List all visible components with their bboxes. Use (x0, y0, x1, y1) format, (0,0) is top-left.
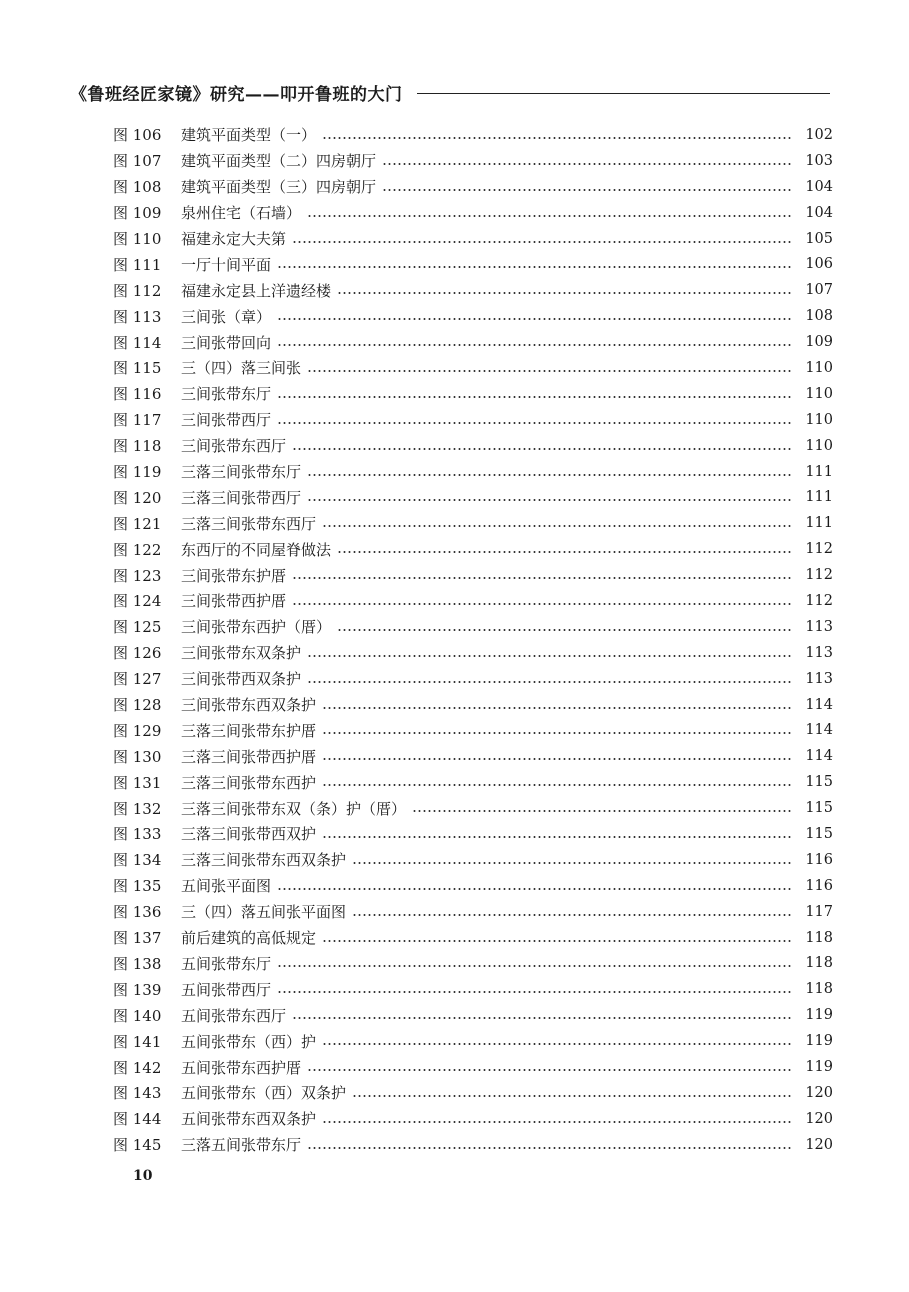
dot-leader (277, 888, 793, 890)
dot-leader (292, 577, 793, 579)
figure-page: 117 (805, 903, 833, 920)
figure-page: 111 (805, 515, 833, 532)
figure-number: 图 121 (113, 514, 162, 533)
toc-entry (113, 666, 833, 692)
dot-leader (322, 940, 793, 942)
figure-number: 图 137 (113, 929, 162, 948)
figure-number: 图 112 (113, 281, 162, 300)
dot-leader (307, 655, 793, 657)
dot-leader (337, 292, 793, 294)
figure-number: 图 123 (113, 566, 162, 585)
toc-entry (113, 692, 833, 718)
figure-page: 111 (805, 489, 833, 506)
figure-page: 104 (805, 204, 833, 221)
toc-entry (113, 148, 833, 174)
dot-leader (307, 474, 793, 476)
figure-page: 114 (805, 748, 833, 765)
figure-number: 图 122 (113, 540, 162, 559)
figure-title: 三（四）落三间张 (181, 359, 302, 378)
figure-page: 104 (805, 178, 833, 195)
dot-leader (322, 137, 793, 139)
toc-entry (113, 1054, 833, 1080)
dot-leader (292, 241, 793, 243)
figure-number: 图 135 (113, 877, 162, 896)
figure-number: 图 139 (113, 980, 162, 999)
figure-number: 图 128 (113, 696, 162, 715)
figure-title: 三落三间张带东厅 (181, 463, 302, 482)
toc-entry (113, 1080, 833, 1106)
figure-number: 图 106 (113, 126, 162, 145)
dot-leader (412, 810, 793, 812)
dot-leader (322, 525, 793, 527)
toc-entry (113, 1002, 833, 1028)
figure-title: 五间张带东（西）双条护 (181, 1084, 347, 1103)
dot-leader (322, 758, 793, 760)
figure-title: 三落三间张带东双（条）护（厝） (181, 799, 407, 818)
dot-leader (277, 344, 793, 346)
toc-entry (113, 329, 833, 355)
figure-title: 三间张带西双条护 (181, 670, 302, 689)
figure-number: 图 144 (113, 1110, 162, 1129)
figure-title: 前后建筑的高低规定 (181, 929, 317, 948)
figure-number: 图 117 (113, 411, 162, 430)
figure-title: 五间张带西厅 (181, 980, 272, 999)
figure-title: 建筑平面类型（三）四房朝厅 (181, 178, 377, 197)
figure-title: 三间张（章） (181, 307, 272, 326)
dot-leader (322, 1043, 793, 1045)
figure-number: 图 145 (113, 1136, 162, 1155)
figure-number: 图 142 (113, 1058, 162, 1077)
toc-entry (113, 459, 833, 485)
figure-title: 五间张带东（西）护 (181, 1032, 317, 1051)
toc-entry (113, 821, 833, 847)
toc-entry (113, 1028, 833, 1054)
dot-leader (322, 836, 793, 838)
figure-title: 建筑平面类型（一） (181, 126, 317, 145)
toc-entry (113, 277, 833, 303)
figure-title: 三落三间张带西护厝 (181, 747, 317, 766)
figure-page: 111 (805, 463, 833, 480)
figure-title: 五间张带东西双条护 (181, 1110, 317, 1129)
figure-title: 三间张带东厅 (181, 385, 272, 404)
dot-leader (337, 629, 793, 631)
figure-number: 图 118 (113, 437, 162, 456)
toc-entry (113, 562, 833, 588)
figure-number: 图 125 (113, 618, 162, 637)
figure-number: 图 109 (113, 204, 162, 223)
toc-entry (113, 355, 833, 381)
figure-title: 建筑平面类型（二）四房朝厅 (181, 152, 377, 171)
toc-entry (113, 226, 833, 252)
figure-page: 115 (805, 825, 833, 842)
figure-page: 102 (805, 126, 833, 143)
toc-entry (113, 510, 833, 536)
toc-entry (113, 873, 833, 899)
figure-page: 120 (805, 1110, 833, 1127)
figure-title: 福建永定县上洋遗经楼 (181, 281, 332, 300)
figure-title: 三落三间张带西厅 (181, 488, 302, 507)
dot-leader (307, 215, 793, 217)
toc-entry (113, 381, 833, 407)
figure-page: 103 (805, 152, 833, 169)
toc-entry (113, 795, 833, 821)
figure-number: 图 120 (113, 488, 162, 507)
figure-page: 116 (805, 851, 833, 868)
toc-entry (113, 536, 833, 562)
toc-entry (113, 951, 833, 977)
figure-title: 三（四）落五间张平面图 (181, 903, 347, 922)
dot-leader (382, 163, 793, 165)
dot-leader (322, 732, 793, 734)
figure-title: 三间张带东西厅 (181, 437, 287, 456)
toc-entry (113, 1132, 833, 1158)
figure-title: 三间张带东护厝 (181, 566, 287, 585)
figure-title: 泉州住宅（石墙） (181, 204, 302, 223)
dot-leader (307, 681, 793, 683)
figure-number: 图 119 (113, 463, 162, 482)
figure-number: 图 133 (113, 825, 162, 844)
figure-page: 114 (805, 696, 833, 713)
figure-page: 110 (805, 385, 833, 402)
dot-leader (307, 1069, 793, 1071)
dot-leader (307, 1147, 793, 1149)
figure-number: 图 141 (113, 1032, 162, 1051)
figure-page: 105 (805, 230, 833, 247)
figure-number: 图 110 (113, 230, 162, 248)
toc-entry (113, 303, 833, 329)
figure-title: 一厅十间平面 (181, 255, 272, 274)
figure-title: 福建永定大夫第 (181, 230, 287, 248)
figure-title: 东西厅的不同屋脊做法 (181, 540, 332, 559)
toc-entry (113, 200, 833, 226)
toc-entry (113, 407, 833, 433)
figure-title: 三落三间张带东西双条护 (181, 851, 347, 870)
running-header (70, 79, 830, 105)
figure-number: 图 143 (113, 1084, 162, 1103)
figure-number: 图 136 (113, 903, 162, 922)
figure-page: 112 (805, 541, 833, 558)
dot-leader (337, 551, 793, 553)
toc-entry (113, 1106, 833, 1132)
figure-title: 三落五间张带东厅 (181, 1136, 302, 1155)
toc-entry (113, 174, 833, 200)
dot-leader (322, 707, 793, 709)
figure-number: 图 132 (113, 799, 162, 818)
toc-entry (113, 433, 833, 459)
page-number: 10 (133, 1168, 153, 1184)
figure-page: 110 (805, 437, 833, 454)
figure-page: 113 (805, 644, 833, 661)
figure-list (113, 122, 833, 1158)
figure-number: 图 126 (113, 644, 162, 663)
toc-entry (113, 640, 833, 666)
figure-page: 115 (805, 800, 833, 817)
figure-page: 112 (805, 592, 833, 609)
figure-title: 三落三间张带东西厅 (181, 514, 317, 533)
figure-page: 116 (805, 877, 833, 894)
figure-number: 图 134 (113, 851, 162, 870)
toc-entry (113, 743, 833, 769)
figure-page: 106 (805, 256, 833, 273)
dot-leader (292, 603, 793, 605)
toc-entry (113, 588, 833, 614)
figure-page: 119 (805, 1059, 833, 1075)
dot-leader (352, 914, 793, 916)
dot-leader (277, 965, 793, 967)
toc-entry (113, 484, 833, 510)
figure-page: 120 (805, 1136, 833, 1153)
figure-title: 三间张带西厅 (181, 411, 272, 430)
figure-page: 110 (805, 359, 833, 376)
figure-number: 图 116 (113, 385, 162, 404)
toc-entry (113, 614, 833, 640)
dot-leader (292, 448, 793, 450)
figure-page: 115 (805, 774, 833, 791)
figure-number: 图 138 (113, 954, 162, 973)
dot-leader (307, 499, 793, 501)
figure-title: 三间张带东西双条护 (181, 696, 317, 715)
header-title: 《鲁班经匠家镜》研究——叩开鲁班的大门 (70, 84, 403, 105)
figure-title: 五间张带东西护厝 (181, 1058, 302, 1077)
figure-page: 119 (805, 1007, 833, 1024)
dot-leader (277, 396, 793, 398)
figure-title: 三间张带西护厝 (181, 592, 287, 611)
toc-entry (113, 122, 833, 148)
figure-number: 图 140 (113, 1006, 162, 1025)
figure-title: 三间张带东双条护 (181, 644, 302, 663)
figure-title: 三落三间张带西双护 (181, 825, 317, 844)
figure-number: 图 124 (113, 592, 162, 611)
figure-page: 114 (805, 722, 833, 739)
figure-title: 三间张带回向 (181, 333, 272, 352)
figure-page: 113 (805, 670, 833, 687)
dot-leader (322, 784, 793, 786)
figure-title: 五间张带东厅 (181, 954, 272, 973)
header-rule (417, 93, 831, 94)
figure-number: 图 131 (113, 773, 162, 792)
toc-entry (113, 717, 833, 743)
dot-leader (277, 266, 793, 268)
figure-number: 图 113 (113, 307, 162, 326)
figure-page: 109 (805, 334, 833, 351)
toc-entry (113, 925, 833, 951)
figure-number: 图 107 (113, 152, 162, 171)
toc-entry (113, 899, 833, 925)
figure-number: 图 108 (113, 178, 162, 197)
figure-page: 119 (805, 1033, 833, 1050)
figure-title: 三落三间张带东护厝 (181, 721, 317, 740)
figure-number: 图 127 (113, 670, 162, 689)
figure-number: 图 114 (113, 333, 162, 352)
toc-entry (113, 976, 833, 1002)
figure-title: 三落三间张带东西护 (181, 773, 317, 792)
figure-page: 113 (805, 618, 833, 635)
figure-page: 112 (805, 567, 833, 584)
figure-title: 五间张带东西厅 (181, 1006, 287, 1025)
dot-leader (277, 422, 793, 424)
figure-number: 图 115 (113, 359, 162, 378)
dot-leader (382, 189, 793, 191)
dot-leader (292, 1017, 793, 1019)
figure-page: 118 (805, 981, 833, 998)
figure-number: 图 130 (113, 747, 162, 766)
figure-page: 120 (805, 1084, 833, 1101)
figure-title: 三间张带东西护（厝） (181, 618, 332, 637)
dot-leader (307, 370, 793, 372)
toc-entry (113, 251, 833, 277)
figure-number: 图 129 (113, 721, 162, 740)
figure-page: 108 (805, 308, 833, 325)
dot-leader (352, 862, 793, 864)
figure-page: 118 (805, 955, 833, 972)
toc-entry (113, 847, 833, 873)
dot-leader (322, 1121, 793, 1123)
toc-entry (113, 769, 833, 795)
figure-page: 107 (805, 282, 833, 299)
figure-page: 110 (805, 411, 833, 428)
figure-number: 图 111 (113, 255, 162, 274)
dot-leader (277, 318, 793, 320)
figure-page: 118 (805, 929, 833, 946)
dot-leader (352, 1095, 793, 1097)
dot-leader (277, 991, 793, 993)
figure-title: 五间张平面图 (181, 877, 272, 896)
